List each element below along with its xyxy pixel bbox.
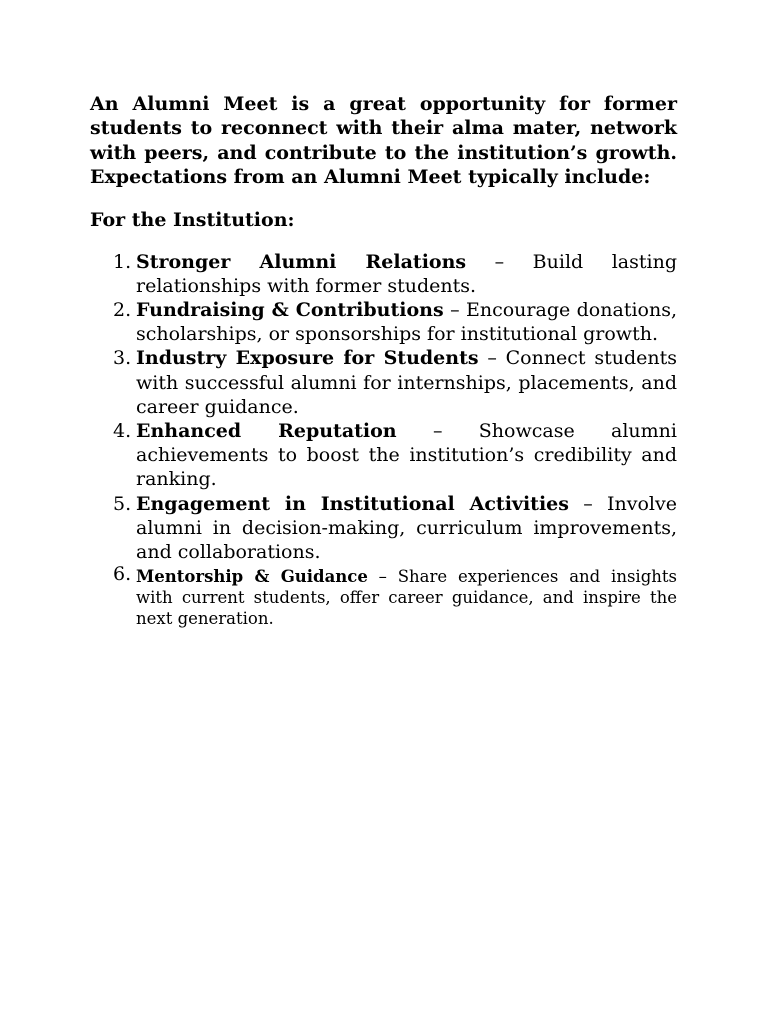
item-text: – Encourage donations, scholarships, or sponsorships for institutional growth. <box>136 299 677 346</box>
item-title: Engagement in Institutional Activities <box>136 492 569 515</box>
item-text: – Build lasting relationships with former students. <box>136 250 677 297</box>
item-title: Stronger Alumni Relations <box>136 250 467 273</box>
list-number: 5. <box>113 492 132 515</box>
intro-paragraph: An Alumni Meet is a great opportunity for former students to reconnect with their alma mater, network with peers, and contribute to the institution’s growth. Expectations from an Alumni Meet typically include: <box>90 93 677 189</box>
list-number: 1. <box>113 250 132 273</box>
list-number: 4. <box>113 420 132 443</box>
item-text: – Showcase alumni achievements to boost the institution’s credibility and ranking. <box>136 420 677 491</box>
item-title: Enhanced Reputation <box>136 420 397 443</box>
list-item <box>90 298 677 346</box>
expectations-list <box>90 250 677 630</box>
item-title: Industry Exposure for Students <box>136 347 479 370</box>
list-number: 2. <box>113 299 132 322</box>
item-text: – Share experiences and insights with current students, offer career guidance, and inspire the next generation. <box>136 567 677 629</box>
list-item <box>90 250 677 298</box>
item-title: Fundraising & Contributions <box>136 299 444 322</box>
list-number: 3. <box>113 347 132 370</box>
item-text: – Involve alumni in decision-making, curriculum improvements, and collaborations. <box>136 492 677 564</box>
list-item <box>90 419 677 492</box>
section-heading: For the Institution: <box>90 208 295 231</box>
list-item <box>90 492 677 565</box>
item-title: Mentorship & Guidance <box>136 567 368 587</box>
item-text: – Connect students with successful alumni for internships, placements, and career guidance. <box>136 347 677 418</box>
document-page <box>90 92 677 629</box>
list-item <box>90 346 677 419</box>
list-number: 6. <box>113 563 132 586</box>
list-item <box>90 563 677 629</box>
